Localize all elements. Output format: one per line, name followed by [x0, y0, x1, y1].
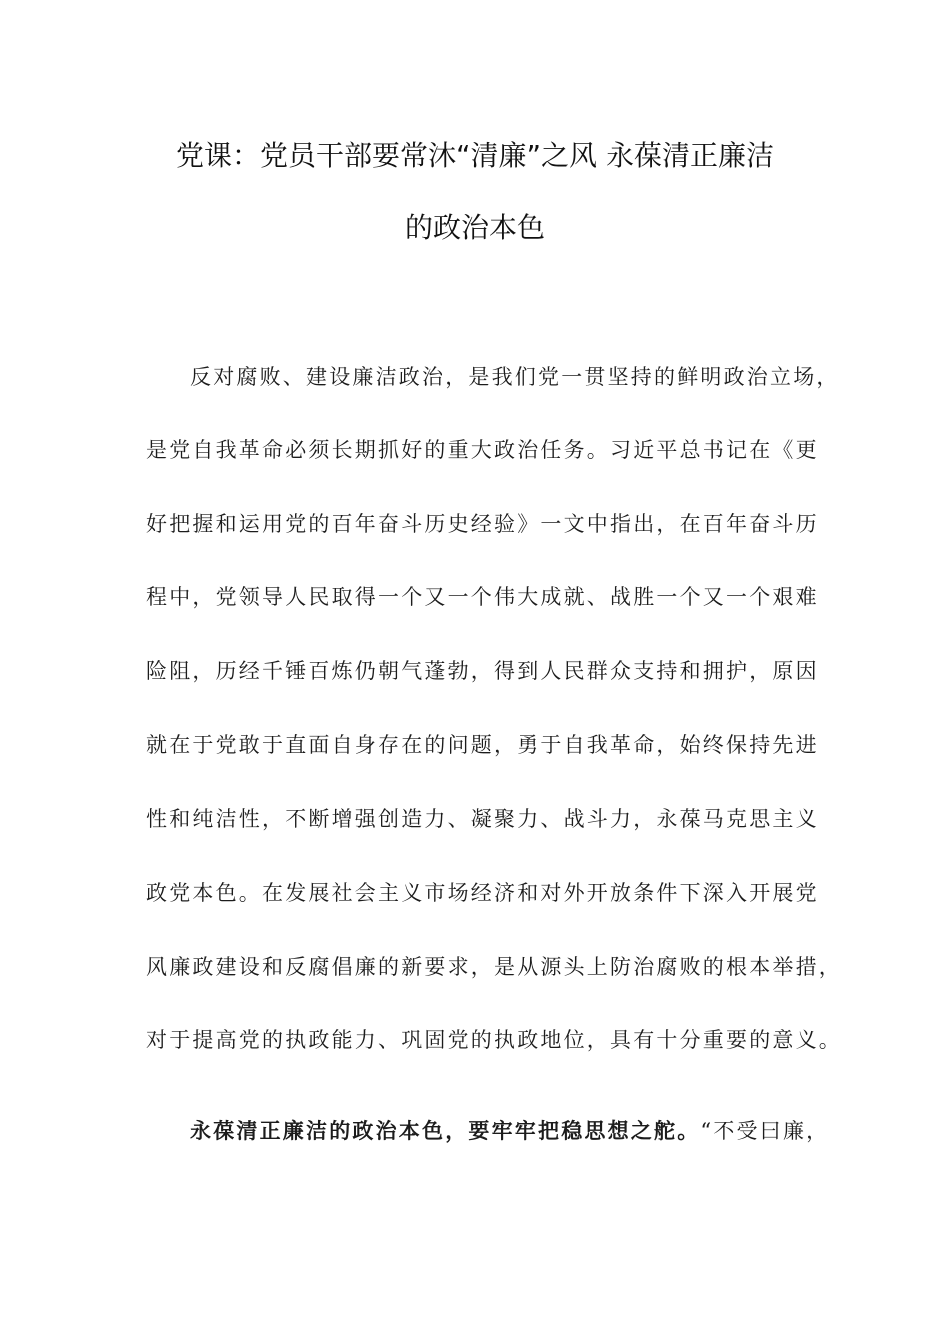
- paragraph-line: 是党自我革命必须长期抓好的重大政治任务。习近平总书记在《更: [146, 438, 819, 462]
- paragraph-line: 性和纯洁性，不断增强创造力、凝聚力、战斗力，永葆马克思主义: [146, 807, 819, 831]
- paragraph-line: 反对腐败、建设廉洁政治，是我们党一贯坚持的鲜明政治立场，: [190, 365, 840, 389]
- paragraph-line: 风廉政建设和反腐倡廉的新要求，是从源头上防治腐败的根本举措，: [146, 955, 842, 979]
- paragraph-line: 就在于党敢于直面自身存在的问题，勇于自我革命，始终保持先进: [146, 733, 819, 757]
- paragraph-line: 险阻，历经千锤百炼仍朝气蓬勃，得到人民群众支持和拥护，原因: [146, 659, 819, 683]
- paragraph-line: 对于提高党的执政能力、巩固党的执政地位，具有十分重要的意义。: [146, 1028, 842, 1052]
- paragraph-line: 政党本色。在发展社会主义市场经济和对外开放条件下深入开展党: [146, 881, 819, 905]
- paragraph-line: 程中，党领导人民取得一个又一个伟大成就、战胜一个又一个艰难: [146, 585, 819, 609]
- paragraph-2-bold-lead: 永葆清正廉洁的政治本色，要牢牢把稳思想之舵。: [190, 1118, 701, 1143]
- document-title-line-2: 的政治本色: [404, 211, 545, 244]
- paragraph-2-line: [190, 1117, 860, 1145]
- paragraph-line: 好把握和运用党的百年奋斗历史经验》一文中指出，在百年奋斗历: [146, 512, 819, 536]
- document-title-line-1: 党课：党员干部要常沐“清廉”之风 永葆清正廉洁: [176, 139, 774, 172]
- paragraph-2-rest: “不受曰廉，: [700, 1119, 830, 1143]
